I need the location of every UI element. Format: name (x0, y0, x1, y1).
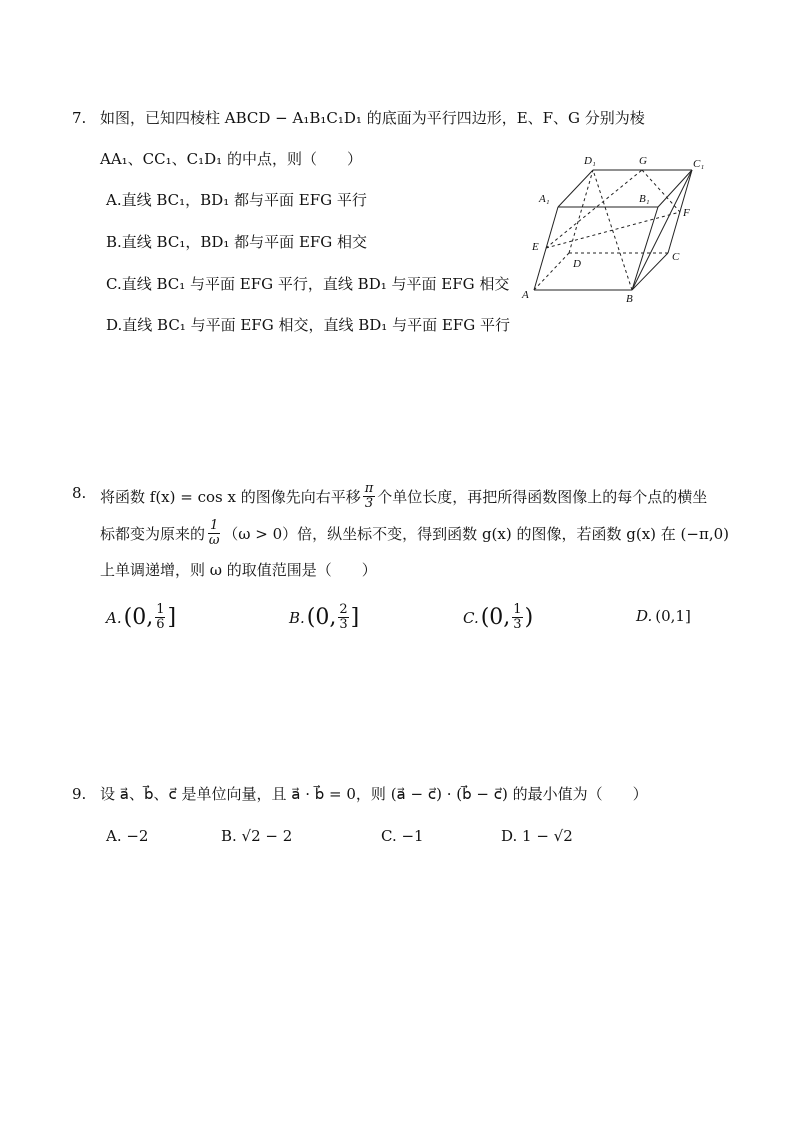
label-e: E (532, 241, 539, 253)
edge-b-c1 (632, 170, 692, 290)
q8-frac2-den: ω (208, 533, 220, 548)
edge-b1-b (632, 207, 658, 290)
q8-option-c-left: (0, (480, 604, 511, 630)
q8-option-d-label: D. (636, 607, 653, 625)
q8-fraction-1-omega (208, 519, 220, 548)
q8-fraction-pi-3 (363, 482, 376, 511)
q8-frac-num: π (364, 481, 374, 496)
q8-option-b (289, 603, 359, 632)
label-a: A (522, 289, 529, 301)
q9-option-d: D. 1 − √2 (501, 827, 573, 845)
q7-number: 7. (72, 109, 87, 127)
q8-number: 8. (72, 484, 87, 502)
q7-option-b: B.直线 BC₁，BD₁ 都与平面 EFG 相交 (106, 233, 368, 251)
q8-option-b-left: (0, (306, 604, 337, 630)
label-d1: D₁ (584, 155, 596, 167)
q9-option-a: A. −2 (106, 827, 149, 845)
q8-option-d (636, 605, 691, 627)
q8-stem-line1 (100, 482, 707, 511)
label-c1: C₁ (693, 158, 705, 170)
q7-option-c: C.直线 BC₁ 与平面 EFG 平行，直线 BD₁ 与平面 EFG 相交 (106, 275, 510, 293)
q9-stem-line1: 设 a⃗、b⃗、c⃗ 是单位向量，且 a⃗ · b⃗ = 0，则 (a⃗ − c⃗) · (b⃗ − c⃗) 的最小值为（ ） (100, 785, 648, 803)
q7-option-a: A.直线 BC₁，BD₁ 都与平面 EFG 平行 (106, 191, 367, 209)
q8-option-a-right: ] (167, 604, 177, 630)
q8-option-b-den: 3 (339, 617, 348, 632)
label-a1: A₁ (539, 193, 550, 205)
q8-frac-den: 3 (364, 496, 374, 511)
q8-line2-a: 标都变为原来的 (100, 524, 206, 543)
label-d: D (573, 258, 581, 270)
edge-g-f (642, 170, 680, 212)
q7-stem-line1: 如图，已知四棱柱 ABCD − A₁B₁C₁D₁ 的底面为平行四边形，E、F、G 分别为棱 (100, 109, 645, 127)
q9-option-b: B. √2 − 2 (221, 827, 293, 845)
q8-frac2-num: 1 (210, 518, 219, 533)
label-g: G (639, 155, 647, 167)
q8-option-a-den: 6 (156, 617, 165, 632)
q8-option-c-right: ) (524, 604, 534, 630)
q7-option-d: D.直线 BC₁ 与平面 EFG 相交，直线 BD₁ 与平面 EFG 平行 (106, 316, 510, 334)
q8-option-c-den: 3 (513, 617, 522, 632)
edge-e-g (546, 170, 642, 248)
q8-line1-a: 将函数 f(x) = cos x 的图像先向右平移 (100, 487, 361, 506)
q7-stem-line2: AA₁、CC₁、C₁D₁ 的中点，则（ ） (100, 150, 362, 168)
label-c: C (672, 251, 680, 263)
q8-option-c-fraction (512, 603, 522, 632)
q8-option-a-label: A. (106, 608, 122, 627)
q8-option-a-left: (0, (123, 604, 154, 630)
q8-option-c-num: 1 (513, 602, 522, 617)
label-b: B (626, 293, 633, 305)
label-b1: B₁ (639, 193, 650, 205)
label-f: F (683, 207, 690, 219)
q8-option-a-fraction (155, 603, 165, 632)
q8-stem-line2 (100, 519, 729, 548)
q9-option-c: C. −1 (381, 827, 424, 845)
prism-figure (515, 150, 715, 305)
q8-option-c-label: C. (463, 608, 479, 627)
q8-option-b-num: 2 (339, 602, 348, 617)
q8-option-a-num: 1 (156, 602, 165, 617)
q8-option-b-right: ] (350, 604, 360, 630)
q8-line1-b: 个单位长度，再把所得函数图像上的每个点的横坐 (377, 487, 708, 506)
q8-option-c (463, 603, 533, 632)
q8-line2-b: （ω > 0）倍，纵坐标不变，得到函数 g(x) 的图像，若函数 g(x) 在 (−π,0) (223, 524, 729, 543)
q8-option-b-label: B. (289, 608, 305, 627)
q8-option-a (106, 603, 176, 632)
q8-option-d-text: (0,1] (655, 607, 691, 625)
q8-option-b-fraction (338, 603, 348, 632)
q9-number: 9. (72, 785, 87, 803)
q8-stem-line3: 上单调递增，则 ω 的取值范围是（ ） (100, 561, 377, 579)
